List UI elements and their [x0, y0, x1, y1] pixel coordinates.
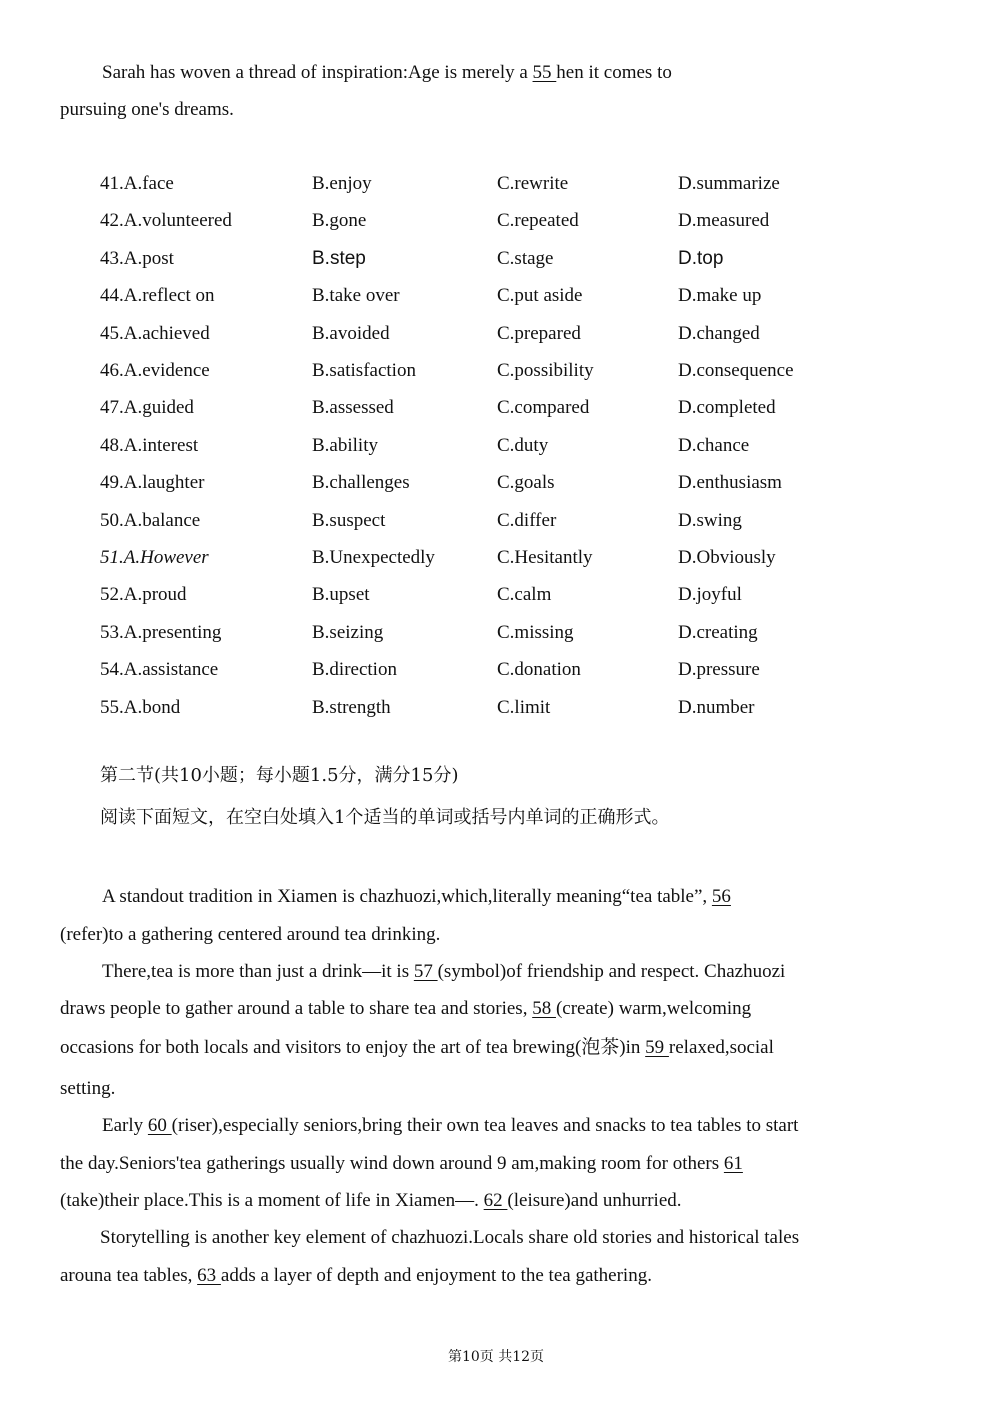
text: occasions for both locals and visitors to enjoy the art of tea brewing(泡茶)in — [60, 1037, 646, 1058]
option-b: B.satisfaction — [312, 360, 416, 381]
option-d: D.Obviously — [678, 547, 776, 568]
option-n: 45.A.achieved — [100, 323, 210, 344]
passage-p3-line1 — [102, 1107, 966, 1145]
blank-55: 55 — [532, 62, 557, 83]
passage-p3-line3 — [60, 1182, 924, 1220]
text: draws people to gather around a table to share tea and stories, — [60, 998, 533, 1019]
option-c: C.stage — [497, 248, 554, 269]
intro-text: Sarah has woven a thread of inspiration:Age is merely a — [102, 62, 533, 83]
blank-56: 56 — [711, 886, 731, 907]
option-b: B.direction — [312, 659, 397, 680]
passage-p1-line2: (refer)to a gathering centered around tea drinking. — [60, 924, 441, 945]
text: A standout tradition in Xiamen is chazhuozi,which,literally meaning“tea table”, — [102, 886, 712, 907]
option-b: B.seizing — [312, 622, 384, 643]
text: relaxed,social — [668, 1037, 774, 1058]
option-n: 48.A.interest — [100, 435, 199, 456]
option-row — [0, 540, 992, 576]
text: (leisure)and unhurried. — [507, 1190, 682, 1211]
text: Early — [102, 1115, 148, 1136]
blank-60: 60 — [147, 1115, 172, 1136]
passage-p4-line2 — [60, 1257, 924, 1295]
option-n: 46.A.evidence — [100, 360, 210, 381]
option-b: B.challenges — [312, 472, 410, 493]
option-row — [0, 465, 992, 501]
option-row — [0, 390, 992, 426]
option-n: 51.A.However — [100, 547, 209, 568]
passage-p2-line2 — [60, 990, 924, 1028]
option-row — [0, 166, 992, 202]
option-row — [0, 652, 992, 688]
option-d: D.number — [678, 697, 755, 718]
option-c: C.calm — [497, 584, 552, 605]
option-c: C.Hesitantly — [497, 547, 593, 568]
option-b: B.suspect — [312, 510, 386, 531]
option-row — [0, 241, 992, 277]
option-d: D.consequence — [678, 360, 794, 381]
option-c: C.goals — [497, 472, 555, 493]
option-d: D.changed — [678, 323, 760, 344]
option-d: D.creating — [678, 622, 758, 643]
option-n: 49.A.laughter — [100, 472, 205, 493]
option-d: D.top — [678, 248, 724, 269]
section-instruction: 阅读下面短文，在空白处填入1个适当的单词或括号内单词的正确形式。 — [100, 807, 670, 828]
option-n: 41.A.face — [100, 173, 174, 194]
option-n: 55.A.bond — [100, 697, 181, 718]
text: (riser),especially seniors,bring their own tea leaves and snacks to tea tables to start — [171, 1115, 799, 1136]
option-n: 50.A.balance — [100, 510, 201, 531]
text: (symbol)of friendship and respect. Chazhuozi — [437, 961, 786, 982]
option-c: C.limit — [497, 697, 551, 718]
passage-p4-line1: Storytelling is another key element of chazhuozi.Locals share old stories and historical tales — [100, 1227, 800, 1248]
option-row — [0, 316, 992, 352]
option-c: C.prepared — [497, 323, 581, 344]
text: (take)their place.This is a moment of life in Xiamen—. — [60, 1190, 484, 1211]
passage-p1-line1 — [102, 878, 966, 916]
option-c: C.differ — [497, 510, 557, 531]
passage-p3-line2 — [60, 1145, 924, 1183]
option-c: C.missing — [497, 622, 574, 643]
option-n: 47.A.guided — [100, 397, 194, 418]
option-c: C.possibility — [497, 360, 594, 381]
intro-text-post: hen it comes to — [556, 62, 672, 83]
option-d: D.measured — [678, 210, 770, 231]
option-c: C.compared — [497, 397, 590, 418]
intro-line-2: pursuing one's dreams. — [60, 99, 234, 120]
section-heading: 第二节(共10小题；每小题1.5分，满分15分) — [100, 765, 459, 786]
option-row — [0, 353, 992, 389]
option-row — [0, 503, 992, 539]
page-footer: 第10页 共12页 — [447, 1349, 545, 1365]
option-b: B.avoided — [312, 323, 390, 344]
option-row — [0, 428, 992, 464]
text: the day.Seniors'tea gatherings usually wind down around 9 am,making room for others — [60, 1153, 724, 1174]
option-d: D.enthusiasm — [678, 472, 782, 493]
option-n: 52.A.proud — [100, 584, 187, 605]
intro-line-1 — [102, 54, 966, 92]
option-n: 42.A.volunteered — [100, 210, 232, 231]
option-c: C.put aside — [497, 285, 583, 306]
option-n: 43.A.post — [100, 248, 174, 269]
option-d: D.make up — [678, 285, 762, 306]
option-row — [0, 615, 992, 651]
option-row — [0, 203, 992, 239]
blank-57: 57 — [413, 961, 438, 982]
blank-62: 62 — [483, 1190, 508, 1211]
option-b: B.take over — [312, 285, 400, 306]
blank-61: 61 — [723, 1153, 743, 1174]
option-n: 44.A.reflect on — [100, 285, 215, 306]
option-n: 54.A.assistance — [100, 659, 219, 680]
option-d: D.summarize — [678, 173, 780, 194]
text: adds a layer of depth and enjoyment to the tea gathering. — [220, 1265, 652, 1286]
option-c: C.rewrite — [497, 173, 569, 194]
option-d: D.joyful — [678, 584, 742, 605]
option-d: D.chance — [678, 435, 750, 456]
text: arouna tea tables, — [60, 1265, 198, 1286]
option-b: B.ability — [312, 435, 378, 456]
option-c: C.donation — [497, 659, 581, 680]
option-d: D.swing — [678, 510, 742, 531]
text: (create) warm,welcoming — [555, 998, 752, 1019]
option-b: B.Unexpectedly — [312, 547, 435, 568]
passage-p2-line1 — [102, 953, 966, 991]
passage-p2-line3 — [60, 1029, 924, 1067]
blank-59: 59 — [645, 1037, 669, 1058]
text: There,tea is more than just a drink—it is — [102, 961, 414, 982]
option-b: B.gone — [312, 210, 367, 231]
option-row — [0, 577, 992, 613]
option-b: B.strength — [312, 697, 391, 718]
blank-63: 63 — [197, 1265, 221, 1286]
option-b: B.assessed — [312, 397, 394, 418]
option-d: D.completed — [678, 397, 776, 418]
option-c: C.duty — [497, 435, 549, 456]
option-b: B.step — [312, 248, 366, 269]
option-b: B.enjoy — [312, 173, 372, 194]
option-d: D.pressure — [678, 659, 760, 680]
option-n: 53.A.presenting — [100, 622, 222, 643]
option-row — [0, 278, 992, 314]
option-row — [0, 690, 992, 726]
option-c: C.repeated — [497, 210, 579, 231]
option-b: B.upset — [312, 584, 370, 605]
blank-58: 58 — [532, 998, 556, 1019]
passage-p2-line4: setting. — [60, 1078, 116, 1099]
